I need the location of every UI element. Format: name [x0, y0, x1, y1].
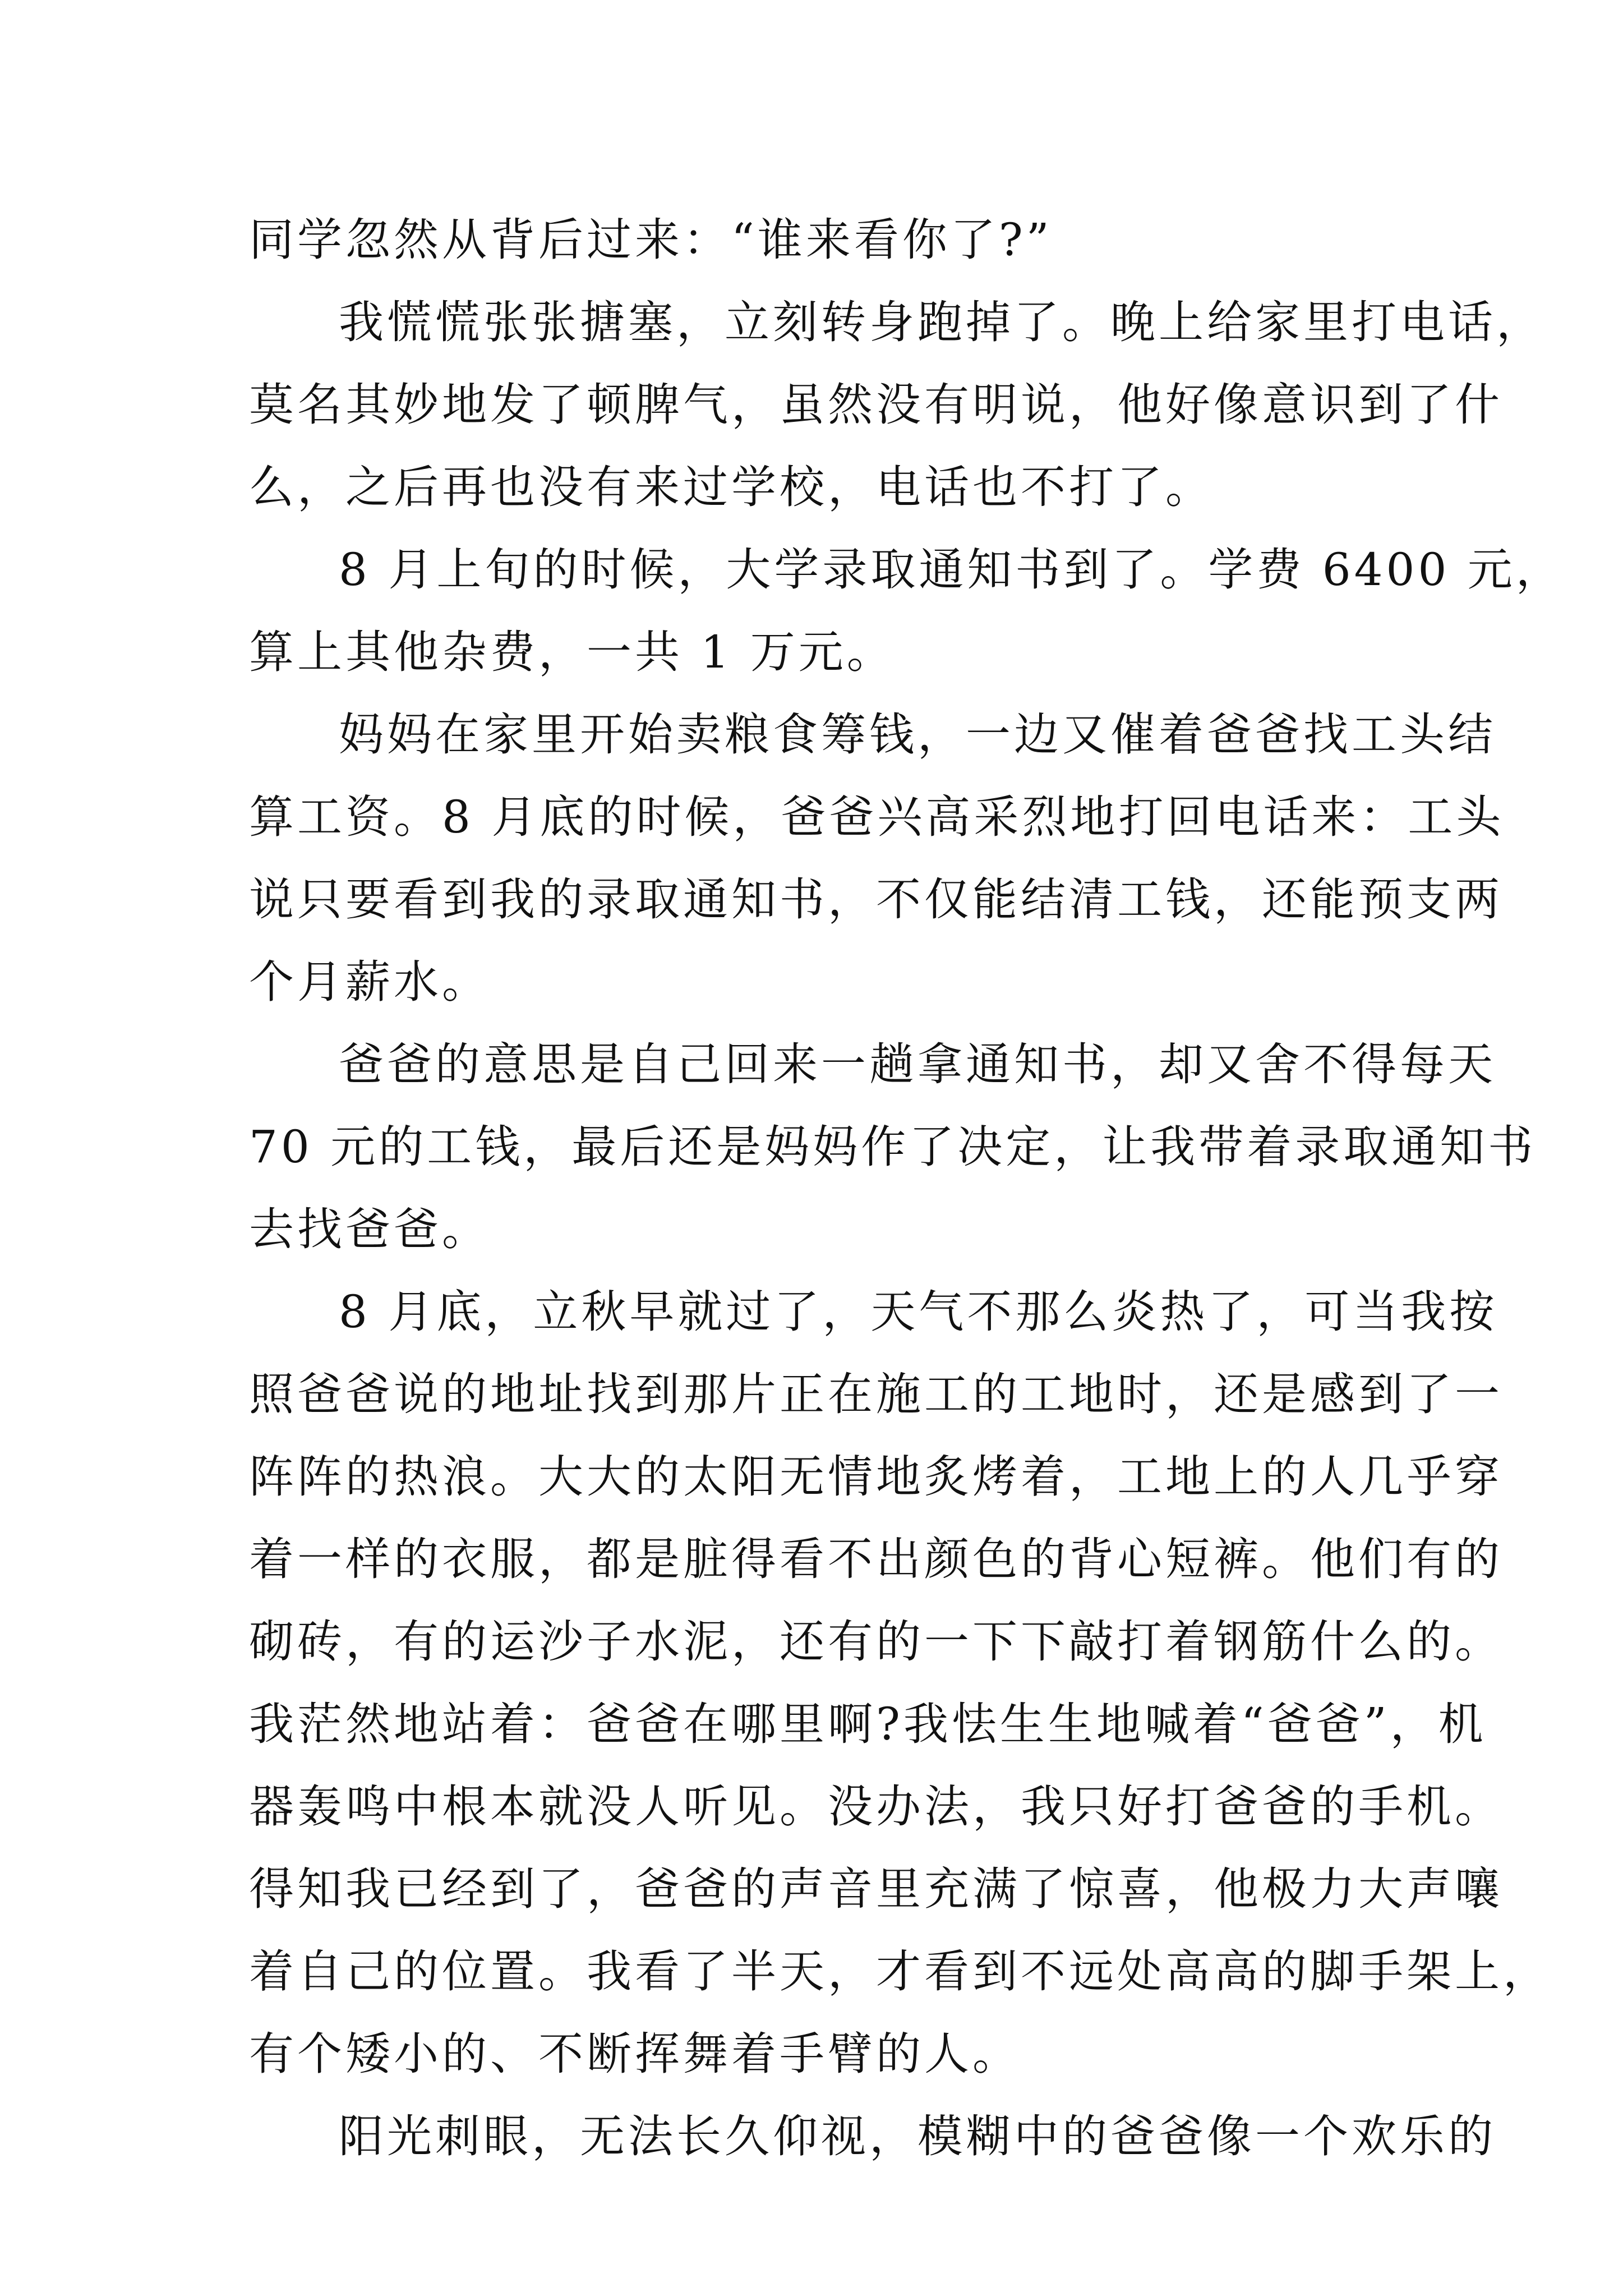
text-line: 说只要看到我的录取通知书，不仅能结清工钱，还能预支两	[249, 873, 1503, 926]
text-line: 个月薪水。	[249, 956, 490, 1008]
text-line: 照爸爸说的地址找到那片正在施工的工地时，还是感到了一	[249, 1368, 1503, 1420]
paragraph-first-line: 爸爸的意思是自己回来一趟拿通知书，却又舍不得每天	[339, 1038, 1496, 1091]
text-line: 算工资。8 月底的时候，爸爸兴高采烈地打回电话来：工头	[249, 791, 1505, 843]
paragraph-first-line: 阳光刺眼，无法长久仰视，模糊中的爸爸像一个欢乐的	[339, 2110, 1496, 2162]
text-line: 去找爸爸。	[249, 1203, 490, 1255]
text-line: 算上其他杂费，一共 1 万元。	[249, 626, 895, 678]
text-line: 着自己的位置。我看了半天，才看到不远处高高的脚手架上，	[249, 1945, 1551, 1998]
text-line: 同学忽然从背后过来：“谁来看你了?”	[249, 214, 1053, 266]
paragraph-first-line: 8 月底，立秋早就过了，天气不那么炎热了，可当我按	[339, 1286, 1498, 1338]
text-line: 阵阵的热浪。大大的太阳无情地炙烤着，工地上的人几乎穿	[249, 1451, 1503, 1503]
document-body	[249, 199, 1564, 2178]
text-line: 得知我已经到了，爸爸的声音里充满了惊喜，他极力大声嚷	[249, 1863, 1503, 1915]
text-line: 莫名其妙地发了顿脾气，虽然没有明说，他好像意识到了什	[249, 379, 1503, 431]
text-line: 着一样的衣服，都是脏得看不出颜色的背心短裤。他们有的	[249, 1533, 1503, 1585]
text-line: 有个矮小的、不断挥舞着手臂的人。	[249, 2028, 1021, 2080]
text-line: 么，之后再也没有来过学校，电话也不打了。	[249, 461, 1214, 513]
text-line: 我茫然地站着：爸爸在哪里啊?我怯生生地喊着“爸爸”，机	[249, 1698, 1487, 1750]
paragraph-first-line: 妈妈在家里开始卖粮食筹钱，一边又催着爸爸找工头结	[339, 708, 1496, 761]
text-line: 70 元的工钱，最后还是妈妈作了决定，让我带着录取通知书	[249, 1121, 1537, 1173]
paragraph-first-line: 8 月上旬的时候，大学录取通知书到了。学费 6400 元，	[339, 544, 1564, 596]
paragraph-first-line: 我慌慌张张搪塞，立刻转身跑掉了。晚上给家里打电话，	[339, 296, 1544, 348]
text-line: 砌砖，有的运沙子水泥，还有的一下下敲打着钢筋什么的。	[249, 1616, 1503, 1668]
text-line: 器轰鸣中根本就没人听见。没办法，我只好打爸爸的手机。	[249, 1780, 1503, 1833]
